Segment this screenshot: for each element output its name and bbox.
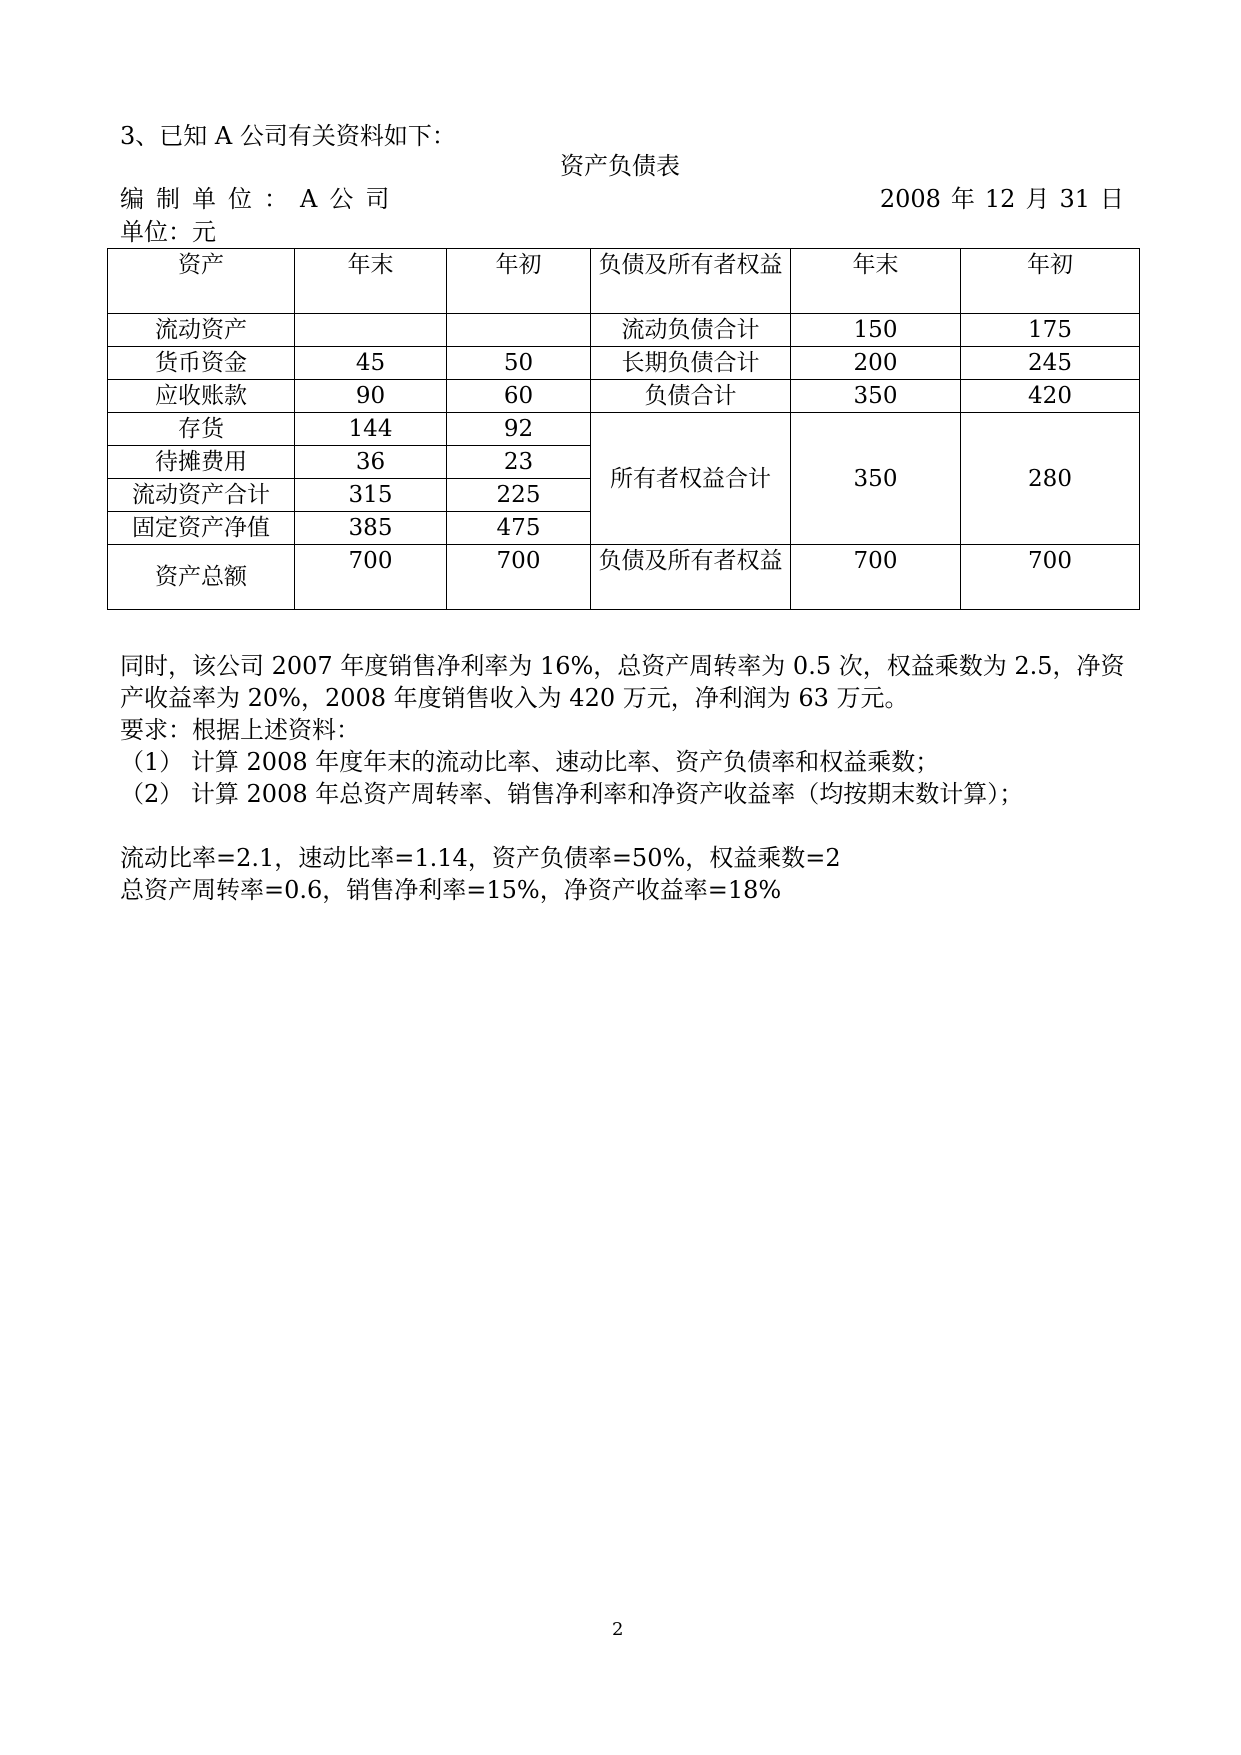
date-month: 12 bbox=[984, 185, 1016, 213]
table-row bbox=[108, 314, 1140, 347]
answer-2: 总资产周转率=0.6，销售净利率=15%，净资产收益率=18% bbox=[120, 876, 782, 904]
cell-value: 92 bbox=[447, 413, 591, 446]
cell-value: 90 bbox=[295, 380, 447, 413]
date-day-unit: 日 bbox=[1100, 185, 1124, 213]
cell-value: 36 bbox=[295, 446, 447, 479]
cell-value: 60 bbox=[447, 380, 591, 413]
balance-sheet-table bbox=[107, 248, 1140, 610]
cell-label: 存货 bbox=[108, 413, 295, 446]
cell-value: 350 bbox=[791, 380, 961, 413]
date-month-unit: 月 bbox=[1025, 185, 1050, 213]
cell-value: 245 bbox=[961, 347, 1140, 380]
header-liabilities-begin: 年初 bbox=[961, 249, 1140, 314]
cell-value: 225 bbox=[447, 479, 591, 512]
header-assets-begin: 年初 bbox=[447, 249, 591, 314]
header-liabilities-end: 年末 bbox=[791, 249, 961, 314]
report-date bbox=[880, 183, 1124, 215]
table-row bbox=[108, 413, 1140, 446]
cell-value: 280 bbox=[961, 413, 1140, 545]
cell-value: 175 bbox=[961, 314, 1140, 347]
table-row bbox=[108, 347, 1140, 380]
header-assets-end: 年末 bbox=[295, 249, 447, 314]
cell-label: 流动资产合计 bbox=[108, 479, 295, 512]
cell-value: 23 bbox=[447, 446, 591, 479]
paragraph-data: 同时，该公司 2007 年度销售净利率为 16%，总资产周转率为 0.5 次，权益乘数为 2.5，净资产收益率为 20%，2008 年度销售收入为 420 万元，净利润为 63 万元。 bbox=[120, 652, 1125, 712]
cell-value: 50 bbox=[447, 347, 591, 380]
cell-value: 700 bbox=[791, 545, 961, 610]
cell-value bbox=[447, 314, 591, 347]
cell-label: 待摊费用 bbox=[108, 446, 295, 479]
cell-value: 700 bbox=[447, 545, 591, 610]
unit-line: 单位：元 bbox=[120, 218, 216, 246]
cell-label-total-liabilities: 负债及所有者权益 bbox=[591, 545, 791, 610]
table-row bbox=[108, 380, 1140, 413]
requirement-heading: 要求：根据上述资料： bbox=[120, 716, 360, 744]
cell-label-equity-total: 所有者权益合计 bbox=[591, 413, 791, 545]
header-assets: 资产 bbox=[108, 249, 295, 314]
cell-value: 315 bbox=[295, 479, 447, 512]
cell-value: 700 bbox=[295, 545, 447, 610]
cell-label: 固定资产净值 bbox=[108, 512, 295, 545]
cell-label: 货币资金 bbox=[108, 347, 295, 380]
requirement-1: （1） 计算 2008 年度年末的流动比率、速动比率、资产负债率和权益乘数； bbox=[120, 748, 940, 776]
cell-value: 385 bbox=[295, 512, 447, 545]
table-header-row bbox=[108, 249, 1140, 314]
header-liabilities: 负债及所有者权益 bbox=[591, 249, 791, 314]
table-total-row bbox=[108, 545, 1140, 610]
cell-value: 700 bbox=[961, 545, 1140, 610]
cell-value: 150 bbox=[791, 314, 961, 347]
cell-label: 应收账款 bbox=[108, 380, 295, 413]
answer-1: 流动比率=2.1，速动比率=1.14，资产负债率=50%，权益乘数=2 bbox=[120, 844, 841, 872]
cell-label: 流动资产 bbox=[108, 314, 295, 347]
cell-value: 45 bbox=[295, 347, 447, 380]
cell-label-total-assets: 资产总额 bbox=[108, 545, 295, 610]
preparer-label: 编制单位：A公司 bbox=[120, 185, 402, 213]
date-year-unit: 年 bbox=[950, 185, 975, 213]
table-title: 资产负债表 bbox=[560, 152, 680, 180]
cell-value bbox=[295, 314, 447, 347]
cell-value: 144 bbox=[295, 413, 447, 446]
page-number: 2 bbox=[612, 1619, 624, 1640]
requirement-2: （2） 计算 2008 年总资产周转率、销售净利率和净资产收益率（均按期末数计算）； bbox=[120, 780, 1024, 808]
cell-value: 475 bbox=[447, 512, 591, 545]
date-day: 31 bbox=[1059, 185, 1090, 213]
question-intro: 3、已知 A 公司有关资料如下： bbox=[120, 122, 456, 150]
cell-label: 负债合计 bbox=[591, 380, 791, 413]
cell-label: 长期负债合计 bbox=[591, 347, 791, 380]
preparer-line bbox=[120, 183, 1124, 215]
date-year: 2008 bbox=[879, 185, 941, 213]
cell-label: 流动负债合计 bbox=[591, 314, 791, 347]
cell-value: 420 bbox=[961, 380, 1140, 413]
cell-value: 350 bbox=[791, 413, 961, 545]
cell-value: 200 bbox=[791, 347, 961, 380]
